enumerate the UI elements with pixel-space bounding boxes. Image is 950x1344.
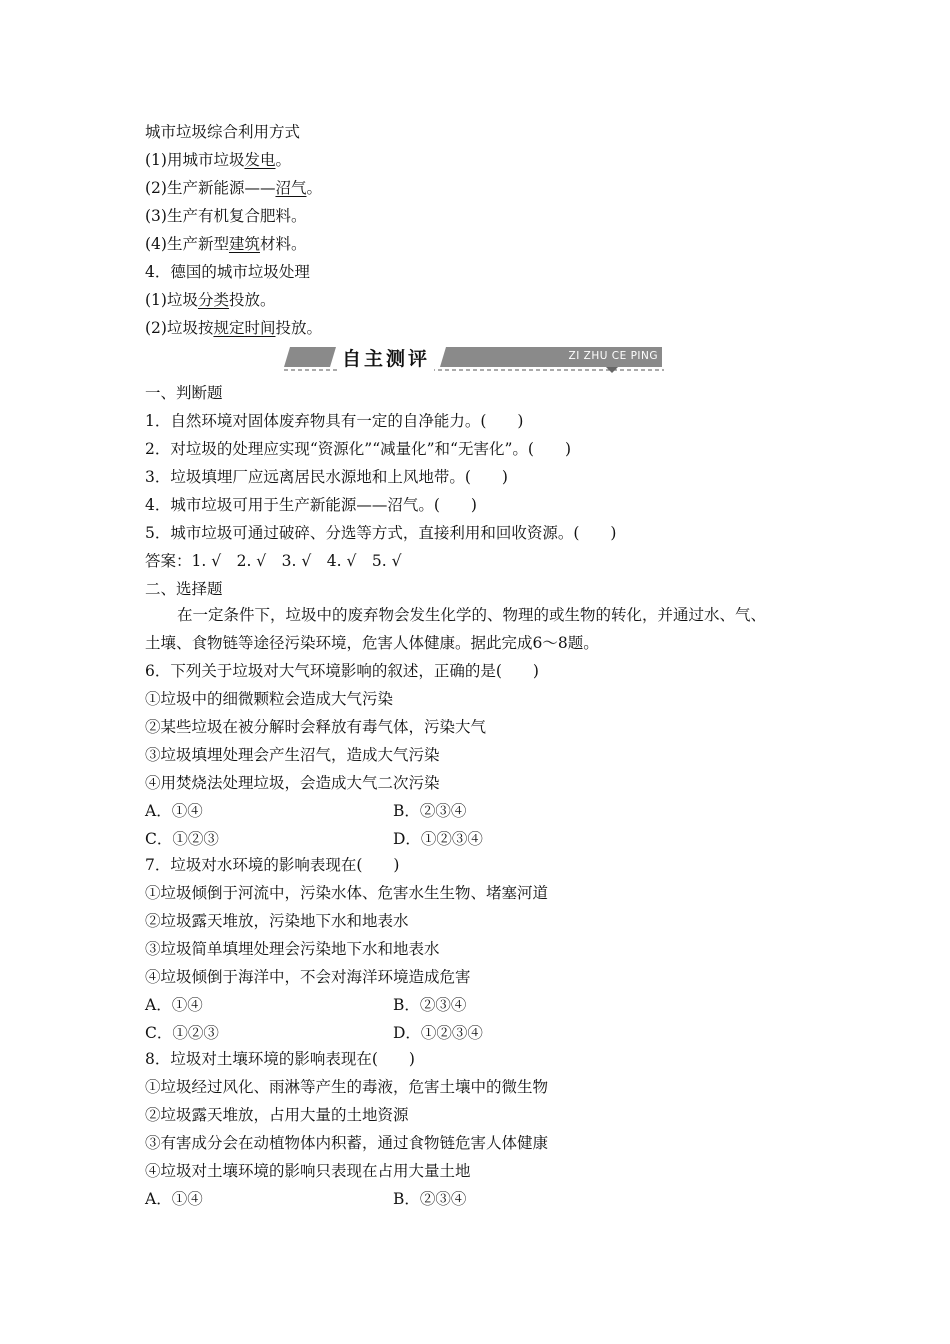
- q7-statement-4: ④垃圾倾倒于海洋中，不会对海洋环境造成危害: [145, 968, 471, 986]
- section1-item-2: (2)生产新能源——沼气。: [145, 179, 322, 197]
- section1-item-1: (1)用城市垃圾发电。: [145, 151, 291, 169]
- q7-stem: 7．垃圾对水环境的影响表现在( ): [145, 856, 400, 874]
- q7-statement-2: ②垃圾露天堆放，污染地下水和地表水: [145, 912, 409, 930]
- q7-option-a: A．①④: [145, 996, 203, 1014]
- section1-item-3: (3)生产有机复合肥料。: [145, 207, 307, 225]
- judge-item-3: 3．垃圾填埋厂应远离居民水源地和上风地带。( ): [145, 468, 508, 486]
- q8-statement-2: ②垃圾露天堆放，占用大量的土地资源: [145, 1106, 409, 1124]
- q7-statement-3: ③垃圾简单填埋处理会污染地下水和地表水: [145, 940, 440, 958]
- banner-subtitle: ZI ZHU CE PING: [568, 350, 658, 362]
- q8-stem: 8．垃圾对土壤环境的影响表现在( ): [145, 1050, 415, 1068]
- q6-statement-1: ①垃圾中的细微颗粒会造成大气污染: [145, 690, 394, 708]
- section2-heading: 4．德国的城市垃圾处理: [145, 263, 310, 281]
- judge-item-2: 2．对垃圾的处理应实现“资源化”“减量化”和“无害化”。( ): [145, 440, 572, 458]
- judge-answer: 答案：1. √ 2. √ 3. √ 4. √ 5. √: [145, 552, 402, 570]
- q6-option-a: A．①④: [145, 802, 203, 820]
- q6-option-c: C．①②③: [145, 830, 219, 848]
- q8-statement-1: ①垃圾经过风化、雨淋等产生的毒液，危害土壤中的微生物: [145, 1078, 549, 1096]
- choice-intro-line2: 土壤、食物链等途径污染环境，危害人体健康。据此完成6～8题。: [145, 634, 599, 652]
- section2-item-1: (1)垃圾分类投放。: [145, 291, 276, 309]
- section-banner: [284, 343, 664, 377]
- choice-intro-line1: 在一定条件下，垃圾中的废弃物会发生化学的、物理的或生物的转化，并通过水、气、: [177, 606, 767, 624]
- q7-option-c: C．①②③: [145, 1024, 219, 1042]
- q7-option-d: D．①②③④: [393, 1024, 483, 1042]
- judge-item-5: 5．城市垃圾可通过破碎、分选等方式，直接利用和回收资源。( ): [145, 524, 617, 542]
- judge-item-4: 4．城市垃圾可用于生产新能源——沼气。( ): [145, 496, 477, 514]
- q6-statement-3: ③垃圾填埋处理会产生沼气，造成大气污染: [145, 746, 440, 764]
- q7-statement-1: ①垃圾倾倒于河流中，污染水体、危害水生生物、堵塞河道: [145, 884, 549, 902]
- q6-stem: 6．下列关于垃圾对大气环境影响的叙述，正确的是( ): [145, 662, 539, 680]
- choice-heading: 二、选择题: [145, 580, 223, 598]
- judge-item-1: 1．自然环境对固体废弃物具有一定的自净能力。( ): [145, 412, 524, 430]
- judge-heading: 一、判断题: [145, 384, 223, 402]
- q8-option-a: A．①④: [145, 1190, 203, 1208]
- q6-statement-2: ②某些垃圾在被分解时会释放有毒气体，污染大气: [145, 718, 487, 736]
- q8-statement-3: ③有害成分会在动植物体内积蓄，通过食物链危害人体健康: [145, 1134, 549, 1152]
- banner-title: 自主测评: [338, 346, 434, 372]
- q6-option-b: B．②③④: [393, 802, 467, 820]
- q8-statement-4: ④垃圾对土壤环境的影响只表现在占用大量土地: [145, 1162, 471, 1180]
- q6-option-d: D．①②③④: [393, 830, 483, 848]
- q6-statement-4: ④用焚烧法处理垃圾，会造成大气二次污染: [145, 774, 440, 792]
- section2-item-2: (2)垃圾按规定时间投放。: [145, 319, 322, 337]
- q8-option-b: B．②③④: [393, 1190, 467, 1208]
- q7-option-b: B．②③④: [393, 996, 467, 1014]
- section1-heading: 城市垃圾综合利用方式: [145, 123, 301, 141]
- section1-item-4: (4)生产新型建筑材料。: [145, 235, 307, 253]
